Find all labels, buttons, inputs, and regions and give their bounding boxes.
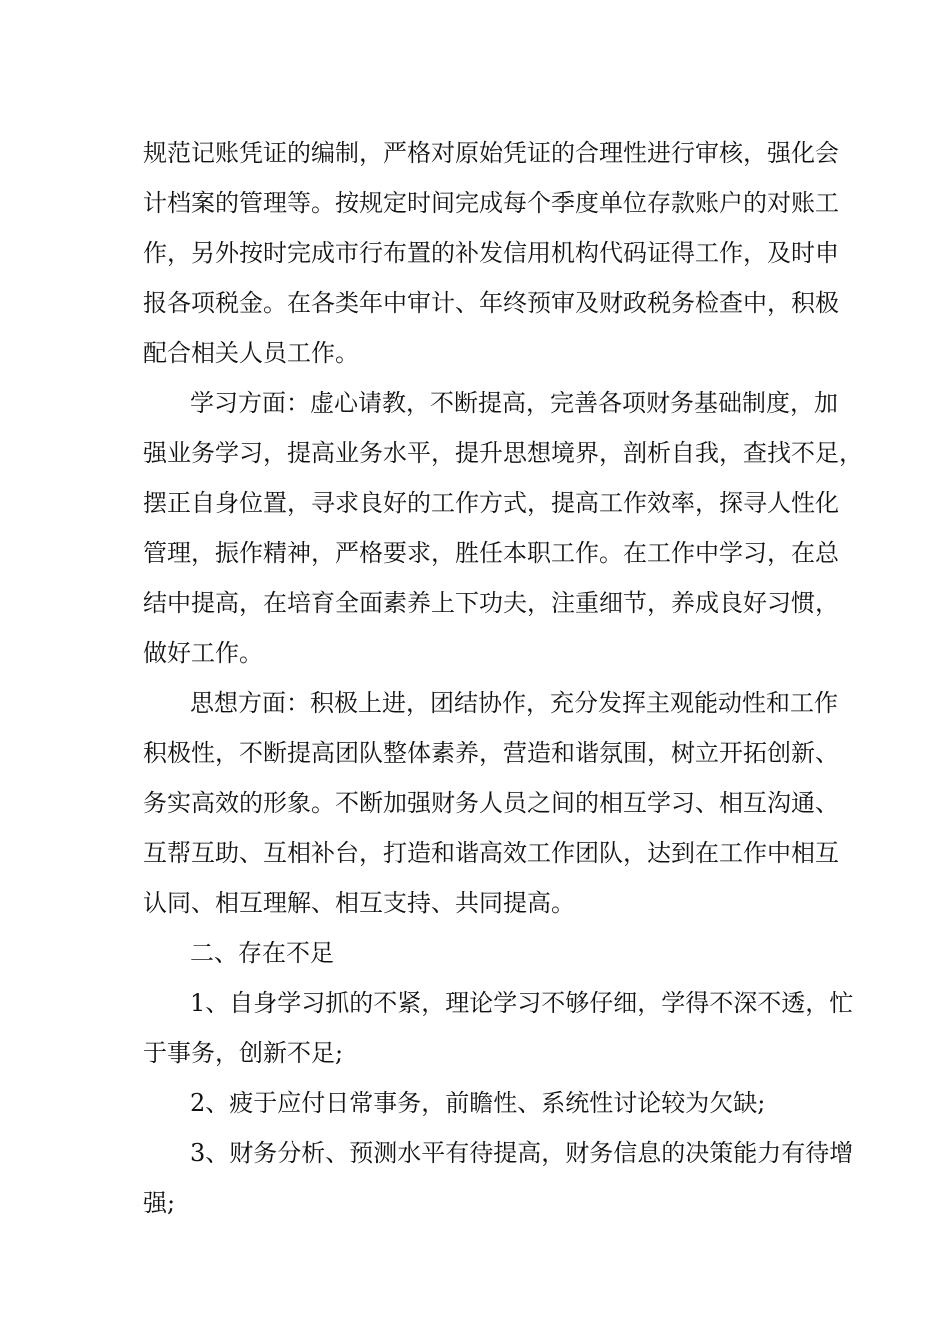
paragraph-line: 计档案的管理等。按规定时间完成每个季度单位存款账户的对账工: [143, 189, 839, 217]
paragraph-line: 务实高效的形象。不断加强财务人员之间的相互学习、相互沟通、: [143, 789, 839, 817]
paragraph-line: 配合相关人员工作。: [143, 339, 359, 367]
section-heading: 二、存在不足: [190, 939, 334, 967]
list-item-line: 3、财务分析、预测水平有待提高，财务信息的决策能力有待增: [190, 1139, 854, 1167]
paragraph-line: 学习方面：虚心请教，不断提高，完善各项财务基础制度，加: [190, 389, 838, 417]
paragraph-line: 报各项税金。在各类年中审计、年终预审及财政税务检查中，积极: [143, 289, 839, 317]
paragraph-line: 做好工作。: [143, 639, 263, 667]
list-item-line: 强;: [143, 1189, 176, 1217]
paragraph-line: 规范记账凭证的编制，严格对原始凭证的合理性进行审核，强化会: [143, 139, 839, 167]
list-item-line: 1、自身学习抓的不紧，理论学习不够仔细，学得不深不透，忙: [190, 989, 854, 1017]
paragraph-line: 积极性，不断提高团队整体素养，营造和谐氛围，树立开拓创新、: [143, 739, 839, 767]
paragraph-line: 管理，振作精神，严格要求，胜任本职工作。在工作中学习，在总: [143, 539, 839, 567]
paragraph-line: 互帮互助、互相补台，打造和谐高效工作团队，达到在工作中相互: [143, 839, 839, 867]
paragraph-line: 摆正自身位置，寻求良好的工作方式，提高工作效率，探寻人性化: [143, 489, 839, 517]
paragraph-line: 认同、相互理解、相互支持、共同提高。: [143, 889, 575, 917]
list-item-line: 于事务，创新不足;: [143, 1039, 344, 1067]
paragraph-line: 作，另外按时完成市行布置的补发信用机构代码证得工作，及时申: [143, 239, 839, 267]
list-item-line: 2、疲于应付日常事务，前瞻性、系统性讨论较为欠缺;: [190, 1089, 766, 1117]
paragraph-line: 结中提高，在培育全面素养上下功夫，注重细节，养成良好习惯，: [143, 589, 839, 617]
paragraph-line: 强业务学习，提高业务水平，提升思想境界，剖析自我，查找不足，: [143, 439, 863, 467]
paragraph-line: 思想方面：积极上进，团结协作，充分发挥主观能动性和工作: [190, 689, 838, 717]
